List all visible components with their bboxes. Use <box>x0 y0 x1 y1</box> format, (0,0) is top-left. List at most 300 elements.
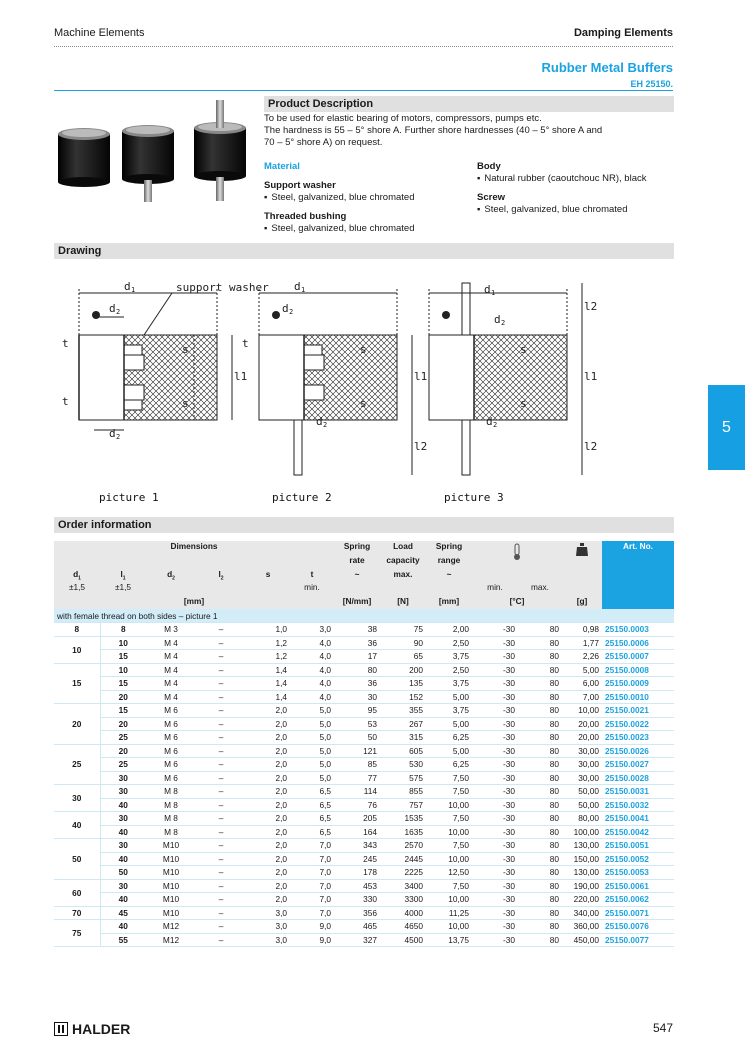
table-cell: -30 <box>472 798 518 812</box>
table-cell: 5,00 <box>426 717 472 731</box>
table-cell: 267 <box>380 717 426 731</box>
cell-d1: 15 <box>54 663 100 704</box>
spring-rate-header: Spring <box>334 541 380 555</box>
table-cell: 2,0 <box>246 731 290 745</box>
d2-sub: 2 <box>323 421 328 429</box>
d2-sub: 2 <box>116 308 121 316</box>
table-cell: -30 <box>472 893 518 907</box>
article-number[interactable]: 25150.0071 <box>602 906 674 920</box>
l1-label: l1 <box>234 370 248 383</box>
table-cell: M 8 <box>146 825 196 839</box>
table-cell: 36 <box>334 677 380 691</box>
spring-rate-header-3: ~ <box>334 569 380 583</box>
table-row <box>54 690 674 704</box>
spring-rate-header-2: rate <box>334 555 380 569</box>
header-section-right: Damping Elements <box>573 27 673 39</box>
weight-icon <box>576 543 588 557</box>
table-cell: 30,00 <box>562 744 602 758</box>
table-row <box>54 677 674 691</box>
table-cell: 2,0 <box>246 893 290 907</box>
table-cell: 327 <box>334 933 380 947</box>
col-l1-header: $l_1$ <box>100 569 146 583</box>
article-number[interactable]: 25150.0042 <box>602 825 674 839</box>
col-d1-tolerance: ±1,5 <box>54 582 100 596</box>
art-no-header: Art. No. <box>602 541 674 609</box>
table-cell: 4000 <box>380 906 426 920</box>
table-cell: 80 <box>518 852 562 866</box>
table-cell: 12,50 <box>426 866 472 880</box>
material-right-column <box>477 161 677 216</box>
table-cell: 1,4 <box>246 690 290 704</box>
table-cell: M10 <box>146 893 196 907</box>
table-cell: M 3 <box>146 623 196 637</box>
table-cell: -30 <box>472 852 518 866</box>
d1-label: d <box>124 280 131 293</box>
table-cell: 360,00 <box>562 920 602 934</box>
table-cell: 2,0 <box>246 744 290 758</box>
table-cell: -30 <box>472 663 518 677</box>
table-cell: 205 <box>334 812 380 826</box>
cell-d1: 50 <box>54 839 100 880</box>
table-cell: 5,00 <box>426 690 472 704</box>
table-cell: 80 <box>518 785 562 799</box>
section-label: with female thread on both sides – picture 1 <box>54 609 674 623</box>
l1-label: l1 <box>414 370 428 383</box>
table-cell: 80 <box>518 933 562 947</box>
load-capacity-header-3: max. <box>380 569 426 583</box>
material-heading: Material <box>264 161 300 172</box>
table-cell: – <box>196 839 246 853</box>
table-cell: 7,0 <box>290 852 334 866</box>
table-cell: 4,0 <box>290 650 334 664</box>
table-cell: 530 <box>380 758 426 772</box>
unit-gram: [g] <box>562 596 602 610</box>
s-label: s <box>360 343 367 356</box>
table-cell: 80 <box>518 744 562 758</box>
table-cell: 1,4 <box>246 677 290 691</box>
table-cell: 80 <box>518 623 562 637</box>
table-cell: – <box>196 731 246 745</box>
table-cell: 80 <box>518 690 562 704</box>
l1-label: l1 <box>584 370 598 383</box>
table-cell: -30 <box>472 771 518 785</box>
s-label: s <box>520 343 527 356</box>
article-number[interactable]: 25150.0077 <box>602 933 674 947</box>
table-cell: -30 <box>472 636 518 650</box>
table-row <box>54 866 674 880</box>
table-cell: 55 <box>100 933 146 947</box>
cell-d1: 60 <box>54 879 100 906</box>
article-number[interactable]: 25150.0061 <box>602 879 674 893</box>
article-number[interactable]: 25150.0076 <box>602 920 674 934</box>
d2-label: d <box>109 427 116 440</box>
d2-label: d <box>282 302 289 315</box>
table-cell: 80 <box>518 866 562 880</box>
table-cell: 4,0 <box>290 677 334 691</box>
table-cell: 3,75 <box>426 650 472 664</box>
table-row <box>54 623 674 637</box>
table-cell: 30 <box>100 812 146 826</box>
table-cell: 220,00 <box>562 893 602 907</box>
table-cell: 7,50 <box>426 812 472 826</box>
article-number[interactable]: 25150.0010 <box>602 690 674 704</box>
article-number[interactable]: 25150.0006 <box>602 636 674 650</box>
table-cell: 8 <box>100 623 146 637</box>
col-d1-header: $d_1$ <box>54 569 100 583</box>
table-cell: 5,0 <box>290 744 334 758</box>
order-information-heading: Order information <box>54 517 674 533</box>
table-cell: – <box>196 636 246 650</box>
table-cell: 3,0 <box>246 920 290 934</box>
table-cell: M10 <box>146 852 196 866</box>
temp-min-header: min. <box>472 582 518 596</box>
table-cell: 5,0 <box>290 704 334 718</box>
col-t-min: min. <box>290 582 334 596</box>
table-cell: M10 <box>146 866 196 880</box>
table-cell: 80 <box>334 663 380 677</box>
d2-label: d <box>494 313 501 326</box>
body-label: Body <box>477 161 501 172</box>
table-cell: 2,0 <box>246 758 290 772</box>
table-cell: 2,50 <box>426 636 472 650</box>
table-cell: 30 <box>100 785 146 799</box>
article-number[interactable]: 25150.0008 <box>602 663 674 677</box>
support-washer-label: support washer <box>176 281 269 294</box>
table-row <box>54 893 674 907</box>
article-number[interactable]: 25150.0051 <box>602 839 674 853</box>
s-label: s <box>182 397 189 410</box>
table-row <box>54 785 674 799</box>
article-number[interactable]: 25150.0023 <box>602 731 674 745</box>
screw-label: Screw <box>477 192 505 203</box>
table-cell: M10 <box>146 906 196 920</box>
table-cell: 40 <box>100 798 146 812</box>
weight-header <box>562 541 602 582</box>
table-cell: 315 <box>380 731 426 745</box>
article-number[interactable]: 25150.0052 <box>602 852 674 866</box>
table-cell: 2,0 <box>246 839 290 853</box>
table-cell: 0,98 <box>562 623 602 637</box>
table-cell: 40 <box>100 825 146 839</box>
table-cell: M 4 <box>146 677 196 691</box>
table-row <box>54 879 674 893</box>
table-cell: 152 <box>380 690 426 704</box>
table-cell: M10 <box>146 879 196 893</box>
table-cell: 2,0 <box>246 771 290 785</box>
table-cell: 356 <box>334 906 380 920</box>
col-l1-tolerance: ±1,5 <box>100 582 146 596</box>
table-cell: 80 <box>518 717 562 731</box>
table-cell: 45 <box>100 906 146 920</box>
table-cell: – <box>196 650 246 664</box>
table-cell: 605 <box>380 744 426 758</box>
cell-d1: 40 <box>54 812 100 839</box>
table-cell: 2225 <box>380 866 426 880</box>
table-row <box>54 731 674 745</box>
table-cell: 30 <box>334 690 380 704</box>
table-cell: M 8 <box>146 785 196 799</box>
table-cell: 15 <box>100 704 146 718</box>
table-cell: 25 <box>100 731 146 745</box>
product-code: EH 25150. <box>630 79 673 89</box>
table-cell: 80 <box>518 758 562 772</box>
table-cell: 76 <box>334 798 380 812</box>
table-row <box>54 717 674 731</box>
table-cell: 4500 <box>380 933 426 947</box>
table-cell: – <box>196 690 246 704</box>
table-cell: 80 <box>518 771 562 785</box>
article-number[interactable]: 25150.0022 <box>602 717 674 731</box>
table-cell: 245 <box>334 852 380 866</box>
table-cell: 4650 <box>380 920 426 934</box>
table-cell: 2,0 <box>246 717 290 731</box>
d2-sub: 2 <box>501 319 506 327</box>
table-cell: 65 <box>380 650 426 664</box>
table-cell: – <box>196 906 246 920</box>
table-cell: 6,5 <box>290 825 334 839</box>
table-cell: 80 <box>518 893 562 907</box>
t-label: t <box>62 395 69 408</box>
table-cell: – <box>196 623 246 637</box>
table-cell: 1,4 <box>246 663 290 677</box>
table-cell: 10,00 <box>426 798 472 812</box>
table-cell: 80 <box>518 704 562 718</box>
table-cell: 465 <box>334 920 380 934</box>
table-cell: -30 <box>472 825 518 839</box>
table-cell: – <box>196 852 246 866</box>
table-cell: 20 <box>100 744 146 758</box>
table-cell: 757 <box>380 798 426 812</box>
article-number[interactable]: 25150.0028 <box>602 771 674 785</box>
article-number[interactable]: 25150.0009 <box>602 677 674 691</box>
l2-label: l2 <box>584 300 598 313</box>
table-cell: 25 <box>100 758 146 772</box>
table-cell: 3300 <box>380 893 426 907</box>
table-cell: 6,5 <box>290 798 334 812</box>
product-description-heading: Product Description <box>264 96 674 112</box>
table-cell: – <box>196 879 246 893</box>
article-number[interactable]: 25150.0041 <box>602 812 674 826</box>
article-number[interactable]: 25150.0031 <box>602 785 674 799</box>
table-cell: – <box>196 920 246 934</box>
table-cell: -30 <box>472 906 518 920</box>
table-cell: 5,0 <box>290 731 334 745</box>
description-line: The hardness is 55 – 5° shore A. Further shore hardnesses (40 – 5° shore A and <box>264 125 603 136</box>
table-cell: M 8 <box>146 798 196 812</box>
table-cell: -30 <box>472 650 518 664</box>
table-cell: 130,00 <box>562 839 602 853</box>
table-cell: 121 <box>334 744 380 758</box>
table-cell: 40 <box>100 920 146 934</box>
table-cell: – <box>196 798 246 812</box>
table-cell: 575 <box>380 771 426 785</box>
table-cell: 50,00 <box>562 785 602 799</box>
title-divider <box>54 90 673 91</box>
table-cell: 15 <box>100 677 146 691</box>
drawing-heading: Drawing <box>54 243 674 259</box>
article-number[interactable]: 25150.0021 <box>602 704 674 718</box>
table-cell: 50 <box>334 731 380 745</box>
article-number[interactable]: 25150.0003 <box>602 623 674 637</box>
table-cell: 36 <box>334 636 380 650</box>
header-divider <box>54 46 673 47</box>
table-cell: 4,0 <box>290 663 334 677</box>
article-number[interactable]: 25150.0007 <box>602 650 674 664</box>
table-cell: 6,5 <box>290 812 334 826</box>
table-cell: 10,00 <box>426 893 472 907</box>
table-cell: 7,0 <box>290 893 334 907</box>
table-cell: 3,75 <box>426 704 472 718</box>
chapter-tab[interactable]: 5 <box>708 385 745 470</box>
article-number[interactable]: 25150.0053 <box>602 866 674 880</box>
screw-item: ▪ Steel, galvanized, blue chromated <box>477 204 677 216</box>
table-cell: 90 <box>380 636 426 650</box>
support-washer-label: Support washer <box>264 180 336 191</box>
table-cell: 2,0 <box>246 866 290 880</box>
table-cell: M12 <box>146 933 196 947</box>
cell-d1: 70 <box>54 906 100 920</box>
d2-sub: 2 <box>289 308 294 316</box>
table-cell: 80 <box>518 906 562 920</box>
table-cell: -30 <box>472 866 518 880</box>
table-cell: 6,25 <box>426 731 472 745</box>
d1-sub: 1 <box>301 286 306 294</box>
cell-d1: 30 <box>54 785 100 812</box>
table-cell: – <box>196 825 246 839</box>
table-cell: 77 <box>334 771 380 785</box>
table-cell: 30,00 <box>562 758 602 772</box>
table-cell: 85 <box>334 758 380 772</box>
table-cell: M 6 <box>146 717 196 731</box>
table-cell: 6,25 <box>426 758 472 772</box>
table-row <box>54 933 674 947</box>
d1-label: d <box>294 280 301 293</box>
table-cell: 17 <box>334 650 380 664</box>
table-cell: 5,0 <box>290 771 334 785</box>
table-cell: -30 <box>472 933 518 947</box>
table-cell: 7,50 <box>426 839 472 853</box>
body-item: ▪ Natural rubber (caoutchouc NR), black <box>477 173 677 185</box>
d1-sub: 1 <box>131 286 136 294</box>
table-cell: -30 <box>472 785 518 799</box>
table-cell: 20,00 <box>562 717 602 731</box>
table-cell: 2,0 <box>246 825 290 839</box>
l2-label: l2 <box>584 440 598 453</box>
table-cell: 2,00 <box>426 623 472 637</box>
table-row <box>54 798 674 812</box>
table-cell: 10 <box>100 636 146 650</box>
picture-3-label: picture 3 <box>444 491 504 504</box>
table-cell: 6,00 <box>562 677 602 691</box>
table-cell: 1,77 <box>562 636 602 650</box>
spring-range-header-2: range <box>426 555 472 569</box>
table-cell: 80 <box>518 825 562 839</box>
table-cell: 50,00 <box>562 798 602 812</box>
table-cell: 1,2 <box>246 650 290 664</box>
table-cell: M 4 <box>146 663 196 677</box>
table-cell: M10 <box>146 839 196 853</box>
thermometer-icon <box>512 543 522 561</box>
table-cell: 2445 <box>380 852 426 866</box>
table-cell: 2,0 <box>246 785 290 799</box>
table-cell: 343 <box>334 839 380 853</box>
page-number: 547 <box>652 1021 673 1035</box>
table-cell: 7,0 <box>290 906 334 920</box>
table-cell: 80 <box>518 663 562 677</box>
table-cell: 2,0 <box>246 798 290 812</box>
article-number[interactable]: 25150.0026 <box>602 744 674 758</box>
cell-d1: 25 <box>54 744 100 785</box>
table-row <box>54 650 674 664</box>
article-number[interactable]: 25150.0062 <box>602 893 674 907</box>
table-cell: 80 <box>518 879 562 893</box>
s-label: s <box>360 397 367 410</box>
threaded-bushing-label: Threaded bushing <box>264 211 347 222</box>
table-cell: 10,00 <box>426 825 472 839</box>
table-cell: 5,0 <box>290 717 334 731</box>
table-cell: M 6 <box>146 744 196 758</box>
temperature-header <box>472 541 562 582</box>
table-row <box>54 758 674 772</box>
table-cell: 1,0 <box>246 623 290 637</box>
threaded-bushing-item: ▪ Steel, galvanized, blue chromated <box>264 223 469 235</box>
unit-n: [N] <box>380 596 426 610</box>
cell-d1: 20 <box>54 704 100 745</box>
table-cell: – <box>196 663 246 677</box>
table-cell: 453 <box>334 879 380 893</box>
table-cell: 4,0 <box>290 636 334 650</box>
table-cell: 80 <box>518 677 562 691</box>
table-cell: – <box>196 893 246 907</box>
table-cell: -30 <box>472 839 518 853</box>
table-cell: 7,50 <box>426 771 472 785</box>
table-cell: 30 <box>100 879 146 893</box>
table-row <box>54 663 674 677</box>
picture-2-label: picture 2 <box>272 491 332 504</box>
table-cell: 450,00 <box>562 933 602 947</box>
table-cell: – <box>196 677 246 691</box>
unit-mm: [mm] <box>54 596 334 610</box>
table-cell: 50 <box>100 866 146 880</box>
table-cell: M 6 <box>146 731 196 745</box>
article-number[interactable]: 25150.0032 <box>602 798 674 812</box>
table-cell: 6,5 <box>290 785 334 799</box>
table-cell: -30 <box>472 623 518 637</box>
table-cell: M 6 <box>146 704 196 718</box>
table-cell: 20 <box>100 690 146 704</box>
d1-label: d <box>484 283 491 296</box>
table-cell: M 8 <box>146 812 196 826</box>
table-cell: 3,75 <box>426 677 472 691</box>
table-cell: 100,00 <box>562 825 602 839</box>
table-cell: -30 <box>472 879 518 893</box>
table-cell: -30 <box>472 812 518 826</box>
col-s-header: s <box>246 569 290 583</box>
table-cell: 1,2 <box>246 636 290 650</box>
table-row <box>54 704 674 718</box>
d1-sub: 1 <box>491 289 496 297</box>
table-cell: 164 <box>334 825 380 839</box>
d2-sub: 2 <box>493 421 498 429</box>
order-table <box>54 541 674 947</box>
table-cell: 2,26 <box>562 650 602 664</box>
table-cell: 20 <box>100 717 146 731</box>
article-number[interactable]: 25150.0027 <box>602 758 674 772</box>
table-cell: 80 <box>518 650 562 664</box>
table-cell: 80 <box>518 636 562 650</box>
table-cell: 7,0 <box>290 839 334 853</box>
unit-n-per-mm: [N/mm] <box>334 596 380 610</box>
